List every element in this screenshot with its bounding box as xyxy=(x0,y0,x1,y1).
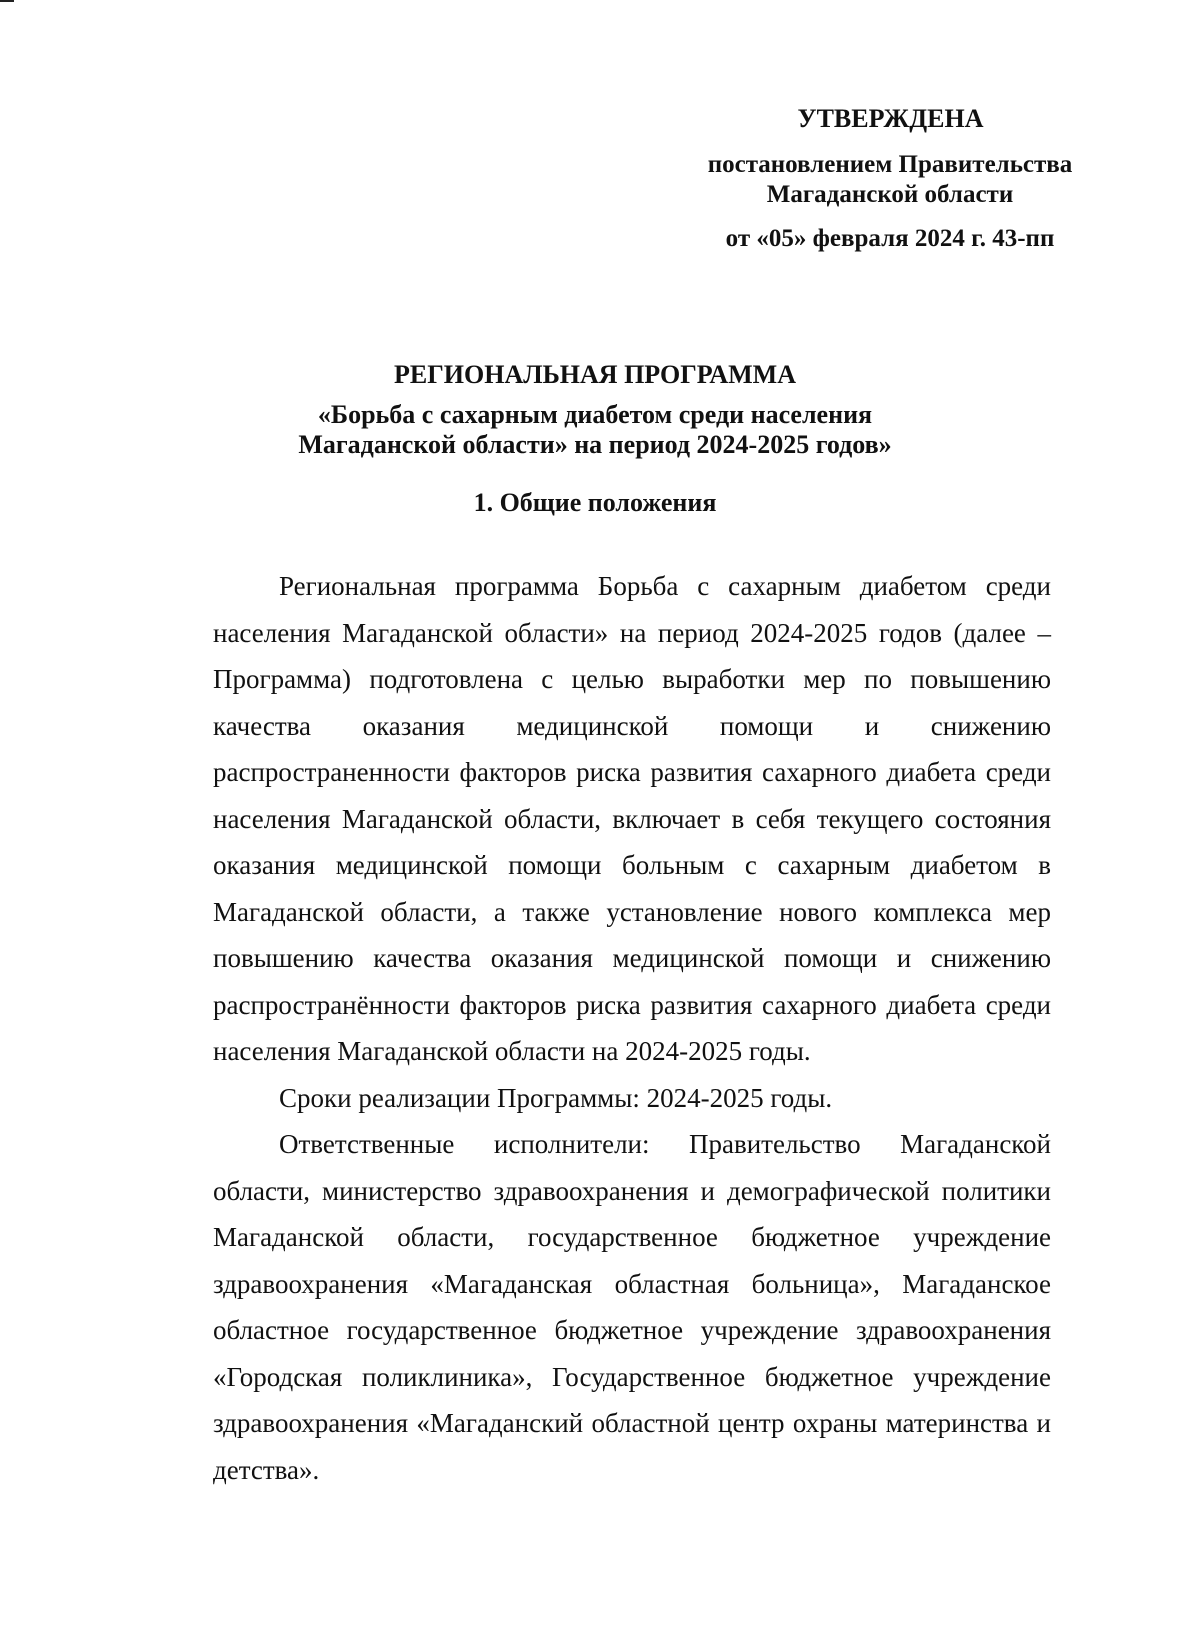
program-subtitle-line-1: «Борьба с сахарным диабетом среди населения xyxy=(317,400,873,429)
paragraph-timeline: Сроки реализации Программы: 2024-2025 годы. xyxy=(279,1082,833,1113)
body-text xyxy=(213,563,1051,1493)
program-header xyxy=(160,360,1030,460)
section-heading: 1. Общие положения xyxy=(473,488,717,517)
paragraph-executors: Ответственные исполнители: Правительство Магаданской области, министерство здравоохранения и демографической политики Магаданской области, государственное бюджетное учреждение здравоохранения «Магаданская областная больница», Магаданское областное государственное бюджетное учреждение здравоохранения «Городская поликлиника», Государственное бюджетное учреждение здравоохранения «Магаданский областной центр охраны материнства и детства». xyxy=(213,1129,1051,1485)
program-subtitle-line-2: Магаданской области» на период 2024-2025 годов» xyxy=(298,430,892,459)
approval-stamp xyxy=(690,104,1090,254)
scan-corner-mark xyxy=(0,0,14,2)
approval-line-1: постановлением Правительства xyxy=(707,151,1073,178)
program-title: РЕГИОНАЛЬНАЯ ПРОГРАММА xyxy=(394,360,796,389)
paragraph-intro: Региональная программа Борьба с сахарным диабетом среди населения Магаданской области» на период 2024-2025 годов (далее – Программа) подготовлена с целью выработки мер по повышению качества оказания медицинской помощи и снижению распространенности факторов риска развития сахарного диабета среди населения Магаданской области, включает в себя текущего состояния оказания медицинской помощи больным с сахарным диабетом в Магаданской области, а также установление нового комплекса мер повышению качества оказания медицинской помощи и снижению распространённости факторов риска развития сахарного диабета среди населения Магаданской области на 2024-2025 годы. xyxy=(213,571,1051,1066)
approval-title: УТВЕРЖДЕНА xyxy=(797,104,984,133)
approval-line-2: Магаданской области xyxy=(766,181,1014,208)
decree-date: от «05» февраля 2024 г. 43-пп xyxy=(725,225,1055,252)
